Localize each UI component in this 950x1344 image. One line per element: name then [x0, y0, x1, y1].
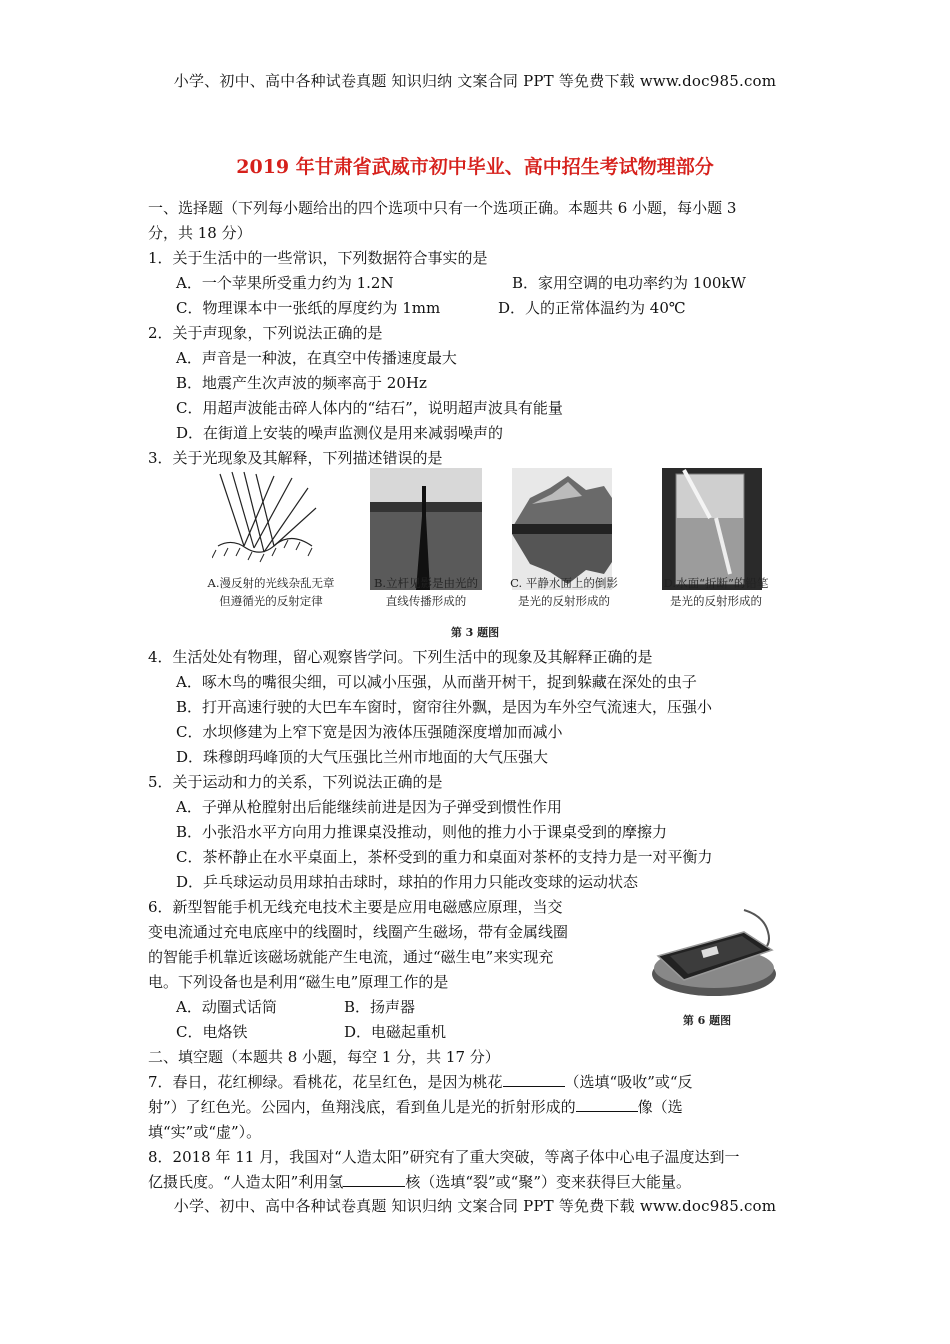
q7-line2-text-b: 像（选: [637, 1098, 683, 1116]
fig-3-label: 第 3 题图: [450, 626, 500, 639]
page-title: 2019 年甘肃省武威市初中毕业、高中招生考试物理部分: [236, 156, 714, 178]
q6-line4: 电。下列设备也是利用“磁生电”原理工作的是: [148, 973, 449, 991]
q5-option-b: B．小张沿水平方向用力推课桌没推动，则他的推力小于课桌受到的摩擦力: [176, 823, 668, 841]
q4-stem: 4．生活处处有物理，留心观察皆学问。下列生活中的现象及其解释正确的是: [148, 648, 653, 666]
diffuse-reflection-figure: [212, 468, 322, 590]
fig-6-label: 第 6 题图: [682, 1014, 732, 1027]
q8-line1: 8．2018 年 11 月，我国对“人造太阳”研究有了重大突破，等离子体中心电子温度达到一: [148, 1148, 740, 1166]
q3-stem: 3．关于光现象及其解释，下列描述错误的是: [148, 449, 443, 467]
q6-option-d: D．电磁起重机: [344, 1023, 447, 1041]
q4-option-d: D．珠穆朗玛峰顶的大气压强比兰州市地面的大气压强大: [176, 748, 549, 766]
q6-line1: 6．新型智能手机无线充电技术主要是应用电磁感应原理，当交: [148, 898, 563, 916]
q2-stem: 2．关于声现象，下列说法正确的是: [148, 324, 383, 342]
q8-line2-text-a: 亿摄氏度。“人造太阳”利用氢: [148, 1173, 344, 1191]
q7-line1-text-a: 7．春日，花红柳绿。看桃花，花呈红色，是因为桃花: [148, 1073, 503, 1091]
q6-option-a: A．动圈式话筒: [176, 998, 277, 1016]
section-2-heading: 二、填空题（本题共 8 小题，每空 1 分，共 17 分）: [148, 1048, 500, 1066]
q7-line2-text-a: 射”）了红色光。公园内，鱼翔浅底，看到鱼儿是光的折射形成的: [148, 1098, 576, 1116]
q8-line2: [148, 1170, 691, 1195]
section-1-heading-line2: 分，共 18 分）: [148, 224, 252, 242]
q1-stem: 1．关于生活中的一些常识，下列数据符合事实的是: [148, 249, 488, 267]
fig-b-caption-2: 直线传播形成的: [385, 594, 467, 608]
fig-b-caption-1: B.立杆见影是由光的: [373, 576, 479, 590]
q2-option-a: A．声音是一种波，在真空中传播速度最大: [176, 349, 457, 367]
q7-blank-2[interactable]: [576, 1097, 638, 1112]
q1-option-c: C．物理课本中一张纸的厚度约为 1mm: [176, 299, 441, 317]
fig-d-caption-1: D.水面“折断”的铅笔: [663, 576, 769, 590]
q6-option-b: B．扬声器: [344, 998, 416, 1016]
pole-shadow-photo: [370, 468, 482, 590]
q6-option-c: C．电烙铁: [176, 1023, 248, 1041]
q7-line1: [148, 1070, 693, 1095]
q8-line2-text-b: 核（选填“裂”或“聚”）变来获得巨大能量。: [405, 1173, 692, 1191]
q5-stem: 5．关于运动和力的关系，下列说法正确的是: [148, 773, 443, 791]
q5-option-c: C．茶杯静止在水平桌面上，茶杯受到的重力和桌面对茶杯的支持力是一对平衡力: [176, 848, 713, 866]
q6-line2: 变电流通过充电底座中的线圈时，线圈产生磁场，带有金属线圈: [148, 923, 569, 941]
q8-blank-1[interactable]: [343, 1172, 405, 1187]
q6-line3: 的智能手机靠近该磁场就能产生电流，通过“磁生电”来实现充: [148, 948, 554, 966]
water-reflection-photo: [512, 468, 612, 590]
q7-line2: [148, 1095, 683, 1120]
q4-option-a: A．啄木鸟的嘴很尖细，可以减小压强，从而凿开树干，捉到躲藏在深处的虫子: [176, 673, 697, 691]
page-footer: 小学、初中、高中各种试卷真题 知识归纳 文案合同 PPT 等免费下载 www.doc985.com: [173, 1197, 777, 1215]
q5-option-d: D．乒乓球运动员用球拍击球时，球拍的作用力只能改变球的运动状态: [176, 873, 639, 891]
pencil-in-water-photo: [662, 468, 762, 590]
q4-option-b: B．打开高速行驶的大巴车车窗时，窗帘往外飘，是因为车外空气流速大，压强小: [176, 698, 713, 716]
wireless-charger-photo: [640, 906, 778, 1002]
q2-option-b: B．地震产生次声波的频率高于 20Hz: [176, 374, 427, 392]
fig-a-caption-1: A.漫反射的光线杂乱无章: [207, 576, 335, 590]
q2-option-d: D．在街道上安装的噪声监测仪是用来减弱噪声的: [176, 424, 504, 442]
q7-blank-1[interactable]: [503, 1072, 565, 1087]
fig-d-caption-2: 是光的反射形成的: [670, 594, 762, 608]
q1-option-d: D．人的正常体温约为 40℃: [498, 299, 686, 317]
fig-c-caption-1: C. 平静水面上的倒影: [510, 576, 618, 590]
fig-c-caption-2: 是光的反射形成的: [518, 594, 610, 608]
q4-option-c: C．水坝修建为上窄下宽是因为液体压强随深度增加而减小: [176, 723, 563, 741]
page-header: 小学、初中、高中各种试卷真题 知识归纳 文案合同 PPT 等免费下载 www.doc985.com: [173, 72, 777, 90]
q1-option-b: B．家用空调的电功率约为 100kW: [512, 274, 746, 292]
fig-a-caption-2: 但遵循光的反射定律: [219, 594, 323, 608]
q7-line1-text-b: （选填“吸收”或“反: [564, 1073, 693, 1091]
section-1-heading-line1: 一、选择题（下列每小题给出的四个选项中只有一个选项正确。本题共 6 小题，每小题 3: [148, 199, 737, 217]
q5-option-a: A．子弹从枪膛射出后能继续前进是因为子弹受到惯性作用: [176, 798, 562, 816]
q2-option-c: C．用超声波能击碎人体内的“结石”，说明超声波具有能量: [176, 399, 563, 417]
q1-option-a: A．一个苹果所受重力约为 1.2N: [176, 274, 394, 292]
q7-line3: 填“实”或“虚”）。: [148, 1123, 262, 1141]
